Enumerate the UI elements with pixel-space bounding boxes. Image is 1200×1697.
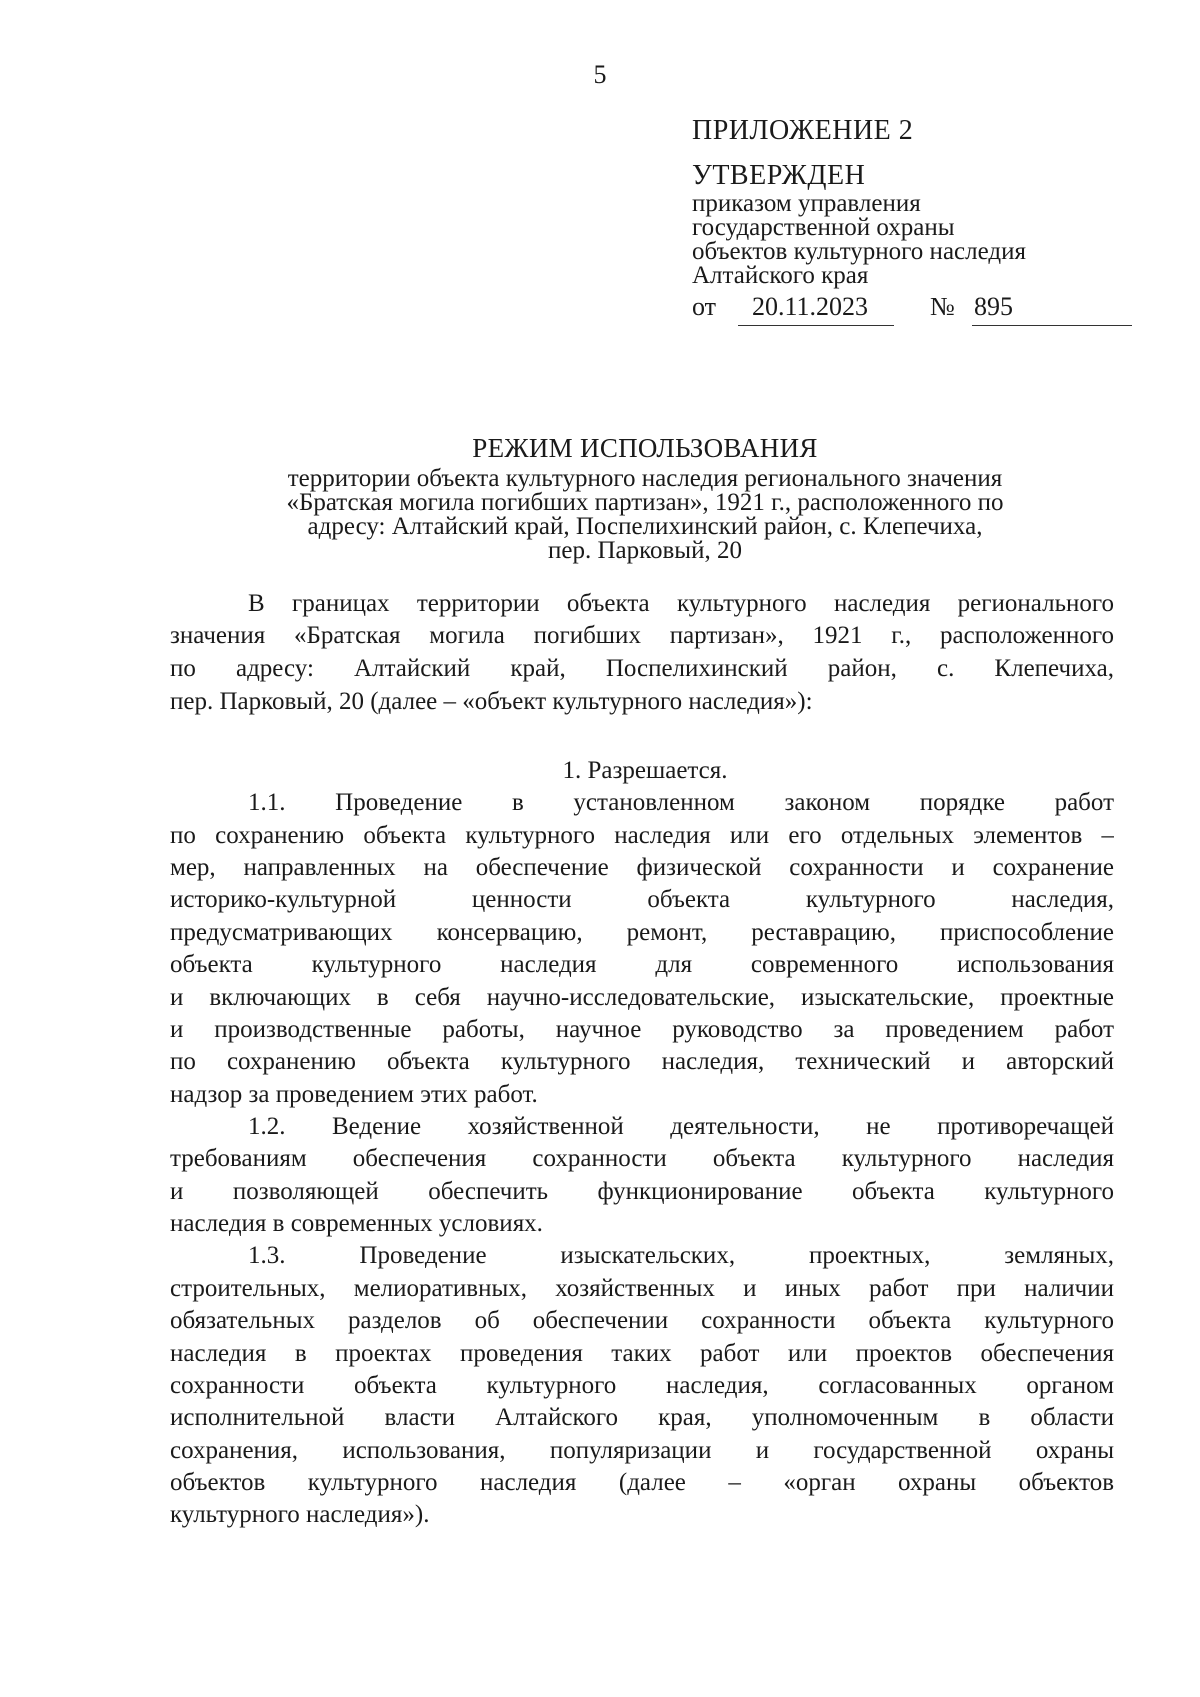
intro-line: В границах территории объекта культурного наследия регионального [248,590,1114,617]
clause-1-3-line: наследия в проектах проведения таких работ или проектов обеспечения [170,1340,1114,1367]
intro-line: значения «Братская могила погибших партизан», 1921 г., расположенного [170,622,1114,649]
clause-1-1-line: по сохранению объекта культурного наследия, технический и авторский [170,1048,1114,1075]
intro-line: по адресу: Алтайский край, Поспелихинский район, с. Клепечиха, [170,655,1114,682]
clause-1-1-line: и производственные работы, научное руководство за проведением работ [170,1016,1114,1043]
title-subtitle-line: территории объекта культурного наследия регионального значения [287,465,1003,492]
annex-label: ПРИЛОЖЕНИЕ 2 [692,115,914,146]
order-date: 20.11.2023 [752,292,869,321]
clause-1-3-line: культурного наследия»). [170,1501,430,1528]
clause-1-1-line: мер, направленных на обеспечение физической сохранности и сохранение [170,854,1114,881]
clause-1-3-line: сохранности объекта культурного наследия, согласованных органом [170,1372,1114,1399]
intro-line: пер. Парковый, 20 (далее – «объект культурного наследия»): [170,688,813,715]
approval-line: Алтайского края [692,262,869,289]
clause-1-3-line: исполнительной власти Алтайского края, уполномоченным в области [170,1404,1114,1431]
number-underline [972,325,1132,326]
clause-1-1-line: историко-культурной ценности объекта культурного наследия, [170,886,1114,913]
clause-1-3-line: 1.3. Проведение изыскательских, проектных, земляных, [248,1242,1114,1269]
approval-line: государственной охраны [692,214,955,241]
clause-1-3-line: сохранения, использования, популяризации и государственной охраны [170,1437,1114,1464]
title-subtitle-line: «Братская могила погибших партизан», 1921 г., расположенного по [286,489,1004,516]
title-subtitle-line: адресу: Алтайский край, Поспелихинский район, с. Клепечиха, [307,513,983,540]
order-number: 895 [974,292,1013,321]
clause-1-2-line: наследия в современных условиях. [170,1210,543,1237]
date-prefix: от [692,292,717,321]
clause-1-1-line: объекта культурного наследия для современного использования [170,951,1114,978]
clause-1-2-line: требованиям обеспечения сохранности объекта культурного наследия [170,1145,1114,1172]
clause-1-3-line: строительных, мелиоративных, хозяйственных и иных работ при наличии [170,1275,1114,1302]
clause-1-1-line: надзор за проведением этих работ. [170,1081,538,1108]
approval-line: объектов культурного наследия [692,238,1026,265]
clause-1-2-line: и позволяющей обеспечить функционирование объекта культурного [170,1178,1114,1205]
date-underline [738,325,894,326]
clause-1-1-line: предусматривающих консервацию, ремонт, реставрацию, приспособление [170,919,1114,946]
document-title: РЕЖИМ ИСПОЛЬЗОВАНИЯ [472,433,818,463]
number-prefix: № [930,292,955,321]
order-date-number [692,292,1132,326]
section-heading: 1. Разрешается. [562,757,728,784]
clause-1-3-line: объектов культурного наследия (далее – «орган охраны объектов [170,1469,1114,1496]
approval-line: приказом управления [692,190,921,217]
title-subtitle-line: пер. Парковый, 20 [548,537,742,564]
page-number: 5 [593,60,607,89]
clause-1-1-line: 1.1. Проведение в установленном законом порядке работ [248,789,1114,816]
clause-1-1-line: и включающих в себя научно-исследовательские, изыскательские, проектные [170,984,1114,1011]
approved-label: УТВЕРЖДЕН [692,160,866,191]
clause-1-1-line: по сохранению объекта культурного наследия или его отдельных элементов – [170,822,1114,849]
clause-1-2-line: 1.2. Ведение хозяйственной деятельности, не противоречащей [248,1113,1114,1140]
clause-1-3-line: обязательных разделов об обеспечении сохранности объекта культурного [170,1307,1114,1334]
